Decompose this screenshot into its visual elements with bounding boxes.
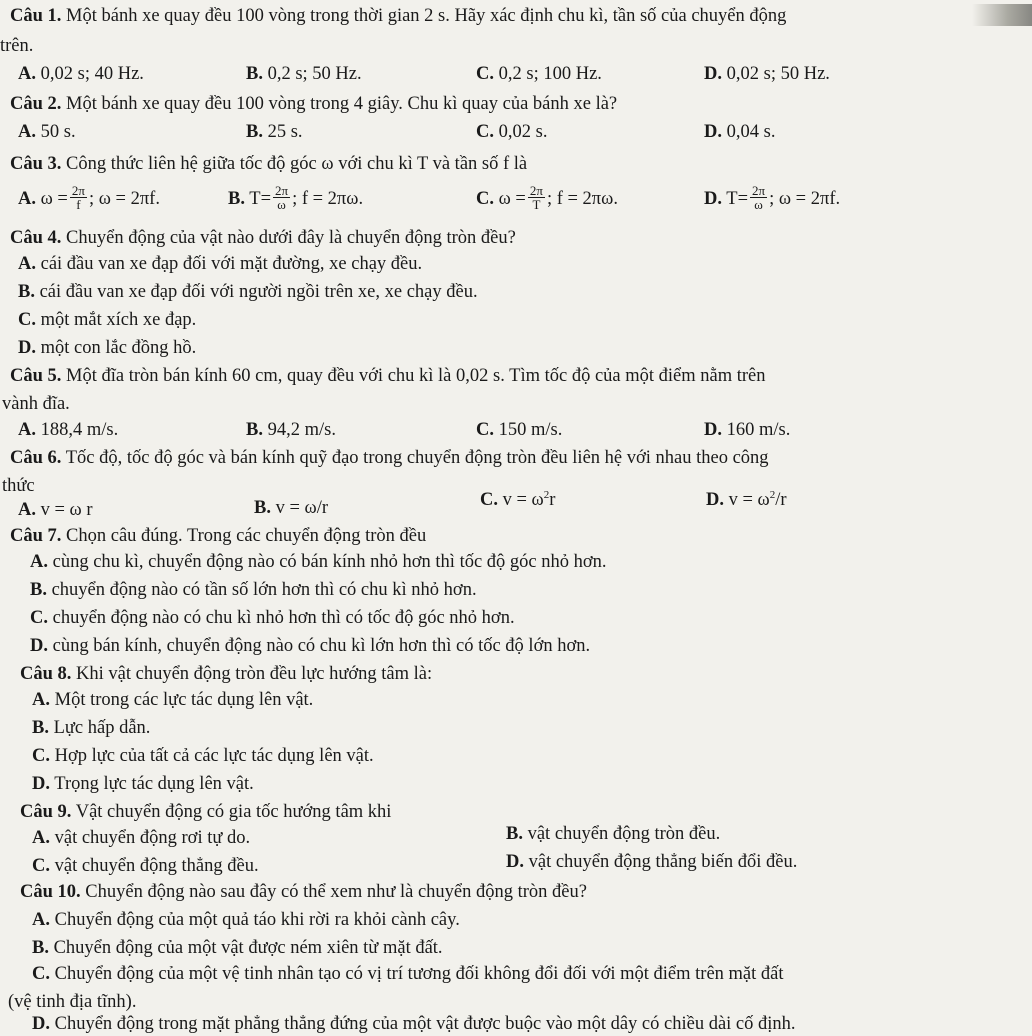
question-9: Câu 9. Vật chuyển động có gia tốc hướng tâm khi [20,802,392,822]
q4-option-a: A. cái đầu van xe đạp đối với mặt đường, xe chạy đều. [18,254,423,274]
fraction: $\frac{2\pi}{T}$ [529,183,543,212]
question-text: trên. [0,36,34,56]
q7-option-a: A. cùng chu kì, chuyển động nào có bán kính nhỏ hơn thì tốc độ góc nhỏ hơn. [30,552,607,572]
q3-option-c: C. ω = $\frac{2\pi}{T}$ ; f = 2πω. [476,183,618,212]
fraction: $\frac{2\pi}{\omega}$ [275,183,289,212]
question-1 [10,4,786,28]
scan-shadow [972,4,1032,26]
q3-option-d: D. T= $\frac{2\pi}{\omega}$ ; ω = 2πf. [704,183,841,212]
q8-option-d: D. Trọng lực tác dụng lên vật. [32,774,254,794]
question-label: Câu 1. [10,6,62,26]
question-6-cont: thức [2,476,35,496]
q10-option-b: B. Chuyển động của một vật được ném xiên từ mặt đất. [32,938,443,958]
q7-option-b: B. chuyển động nào có tần số lớn hơn thì có chu kì nhỏ hơn. [30,580,477,600]
q2-option-c: C. 0,02 s. [476,122,548,142]
q9-option-a: A. vật chuyển động rơi tự do. [32,828,251,848]
question-7: Câu 7. Chọn câu đúng. Trong các chuyển động tròn đều [10,526,427,546]
q5-option-d: D. 160 m/s. [704,420,791,440]
q8-option-a: A. Một trong các lực tác dụng lên vật. [32,690,314,710]
q10-option-c: C. Chuyển động của một vệ tinh nhân tạo có vị trí tương đối không đổi đối với một điểm trên mặt đất [32,964,784,984]
question-3: Câu 3. Công thức liên hệ giữa tốc độ góc ω với chu kì T và tần số f là [10,154,528,174]
q5-option-c: C. 150 m/s. [476,420,563,440]
q4-option-b: B. cái đầu van xe đạp đối với người ngồi trên xe, xe chạy đều. [18,282,478,302]
q1-option-c: C. 0,2 s; 100 Hz. [476,64,602,84]
q6-option-b: B. v = ω/r [254,498,329,518]
q9-option-d: D. vật chuyển động thẳng biến đổi đều. [506,852,798,872]
q10-option-d: D. Chuyển động trong mặt phẳng thẳng đứng của một vật được buộc vào một dây có chiều dài cố định. [32,1014,796,1034]
q2-option-d: D. 0,04 s. [704,122,776,142]
q6-option-a: A. v = ω r [18,500,93,520]
q10-option-a: A. Chuyển động của một quả táo khi rời ra khỏi cành cây. [32,910,460,930]
q1-option-a: A. 0,02 s; 40 Hz. [18,64,144,84]
q9-option-b: B. vật chuyển động tròn đều. [506,824,721,844]
question-5: Câu 5. Một đĩa tròn bán kính 60 cm, quay đều với chu kì là 0,02 s. Tìm tốc độ của một điểm nằm trên [10,366,766,386]
q1-option-b: B. 0,2 s; 50 Hz. [246,64,362,84]
q5-option-b: B. 94,2 m/s. [246,420,336,440]
q10-option-c-cont: (vệ tinh địa tĩnh). [8,992,137,1012]
q9-option-c: C. vật chuyển động thẳng đều. [32,856,259,876]
q8-option-b: B. Lực hấp dẫn. [32,718,151,738]
q3-option-b: B. T= $\frac{2\pi}{\omega}$ ; f = 2πω. [228,183,364,212]
question-8: Câu 8. Khi vật chuyển động tròn đều lực hướng tâm là: [20,664,433,684]
q8-option-c: C. Hợp lực của tất cả các lực tác dụng lên vật. [32,746,374,766]
question-10: Câu 10. Chuyển động nào sau đây có thể xem như là chuyển động tròn đều? [20,882,587,902]
q2-option-b: B. 25 s. [246,122,303,142]
q6-option-d: D. $v = \omega^2/r$ [706,488,787,510]
question-2: Câu 2. Một bánh xe quay đều 100 vòng trong 4 giây. Chu kì quay của bánh xe là? [10,94,618,114]
q7-option-c: C. chuyển động nào có chu kì nhỏ hơn thì có tốc độ góc nhỏ hơn. [30,608,515,628]
q7-option-d: D. cùng bán kính, chuyển động nào có chu kì lớn hơn thì có tốc độ lớn hơn. [30,636,591,656]
q3-option-a: A. ω = $\frac{2\pi}{f}$ ; ω = 2πf. [18,183,160,212]
q4-option-d: D. một con lắc đồng hồ. [18,338,197,358]
q4-option-c: C. một mắt xích xe đạp. [18,310,197,330]
fraction: $\frac{2\pi}{f}$ [71,183,85,212]
q2-option-a: A. 50 s. [18,122,76,142]
question-4: Câu 4. Chuyển động của vật nào dưới đây là chuyển động tròn đều? [10,228,516,248]
question-5-cont: vành đĩa. [2,394,70,414]
question-6: Câu 6. Tốc độ, tốc độ góc và bán kính quỹ đạo trong chuyển động tròn đều liên hệ với nhau theo công [10,448,769,468]
question-1-cont [0,34,33,58]
q5-option-a: A. 188,4 m/s. [18,420,119,440]
fraction: $\frac{2\pi}{\omega}$ [752,183,766,212]
q1-option-d: D. 0,02 s; 50 Hz. [704,64,830,84]
q6-option-c: C. $v = \omega^2r$ [480,488,556,510]
question-text: Một bánh xe quay đều 100 vòng trong thời gian 2 s. Hãy xác định chu kì, tần số của chuyển động [66,6,787,26]
